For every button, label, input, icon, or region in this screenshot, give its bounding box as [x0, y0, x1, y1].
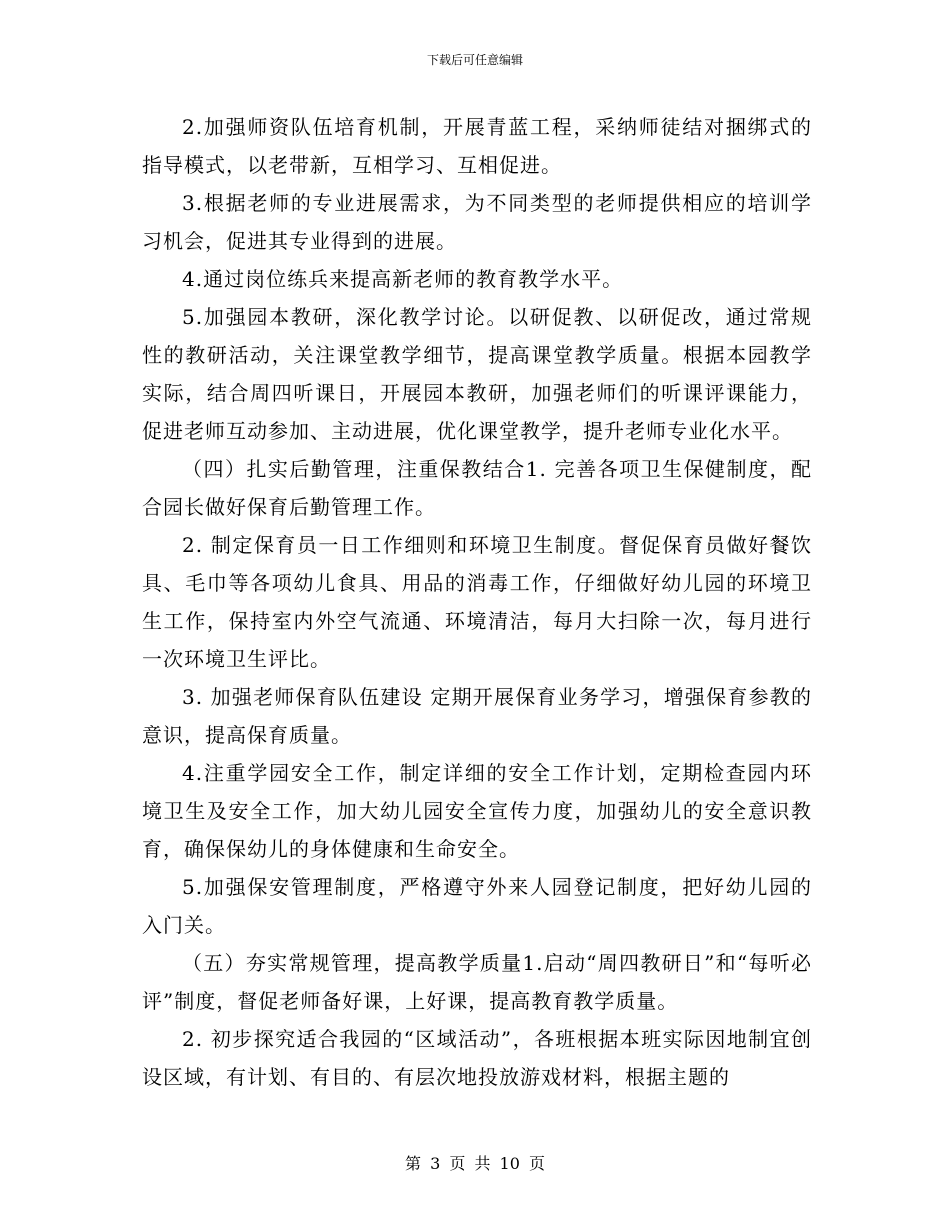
paragraph-section-four-logistics: （四）扎实后勤管理，注重保教结合1. 完善各项卫生保健制度，配合园长做好保育后勤管理工作。: [142, 457, 812, 519]
paragraph-nursery-hygiene: 2. 制定保育员一日工作细则和环境卫生制度。督促保育员做好餐饮具、毛巾等各项幼儿食具、用品的消毒工作，仔细做好幼儿园的环境卫生工作，保持室内外空气流通、环境清洁，每月大扫除一次，每月进行一次环境卫生评比。: [142, 533, 812, 671]
paragraph-section-five-routine: （五）夯实常规管理，提高教学质量1.启动“周四教研日”和“每听必评”制度，督促老师备好课，上好课，提高教育教学质量。: [142, 951, 812, 1013]
paragraph-safety-work: 4.注重学园安全工作，制定详细的安全工作计划，定期检查园内环境卫生及安全工作，加大幼儿园安全宣传力度，加强幼儿的安全意识教育，确保保幼儿的身体健康和生命安全。: [142, 761, 812, 861]
paragraph-teacher-training-mechanism: 2.加强师资队伍培育机制，开展青蓝工程，采纳师徒结对捆绑式的指导模式，以老带新，互相学习、互相促进。: [142, 115, 812, 177]
paragraph-nursery-team: 3. 加强老师保育队伍建设 定期开展保育业务学习，增强保育参教的意识，提高保育质量。: [142, 685, 812, 747]
paragraph-area-activities: 2. 初步探究适合我园的“区域活动”，各班根据本班实际因地制宜创设区域，有计划、有目的、有层次地投放游戏材料，根据主题的: [142, 1027, 812, 1089]
paragraph-security-management: 5.加强保安管理制度，严格遵守外来人园登记制度，把好幼儿园的入门关。: [142, 875, 812, 937]
paragraph-job-training: 4.通过岗位练兵来提高新老师的教育教学水平。: [182, 267, 624, 291]
paragraph-professional-development: 3.根据老师的专业进展需求，为不同类型的老师提供相应的培训学习机会，促进其专业得到的进展。: [142, 191, 812, 253]
page-header-note: 下载后可任意编辑: [426, 53, 523, 67]
page-number-footer: 第 3 页 共 10 页: [405, 1154, 545, 1173]
paragraph-school-research: 5.加强园本教研，深化教学讨论。以研促教、以研促改，通过常规性的教研活动，关注课堂教学细节，提高课堂教学质量。根据本园教学实际，结合周四听课日，开展园本教研，加强老师们的听课评课能力，促进老师互动参加、主动进展，优化课堂教学，提升老师专业化水平。: [142, 305, 812, 443]
document-body: [142, 108, 812, 1096]
